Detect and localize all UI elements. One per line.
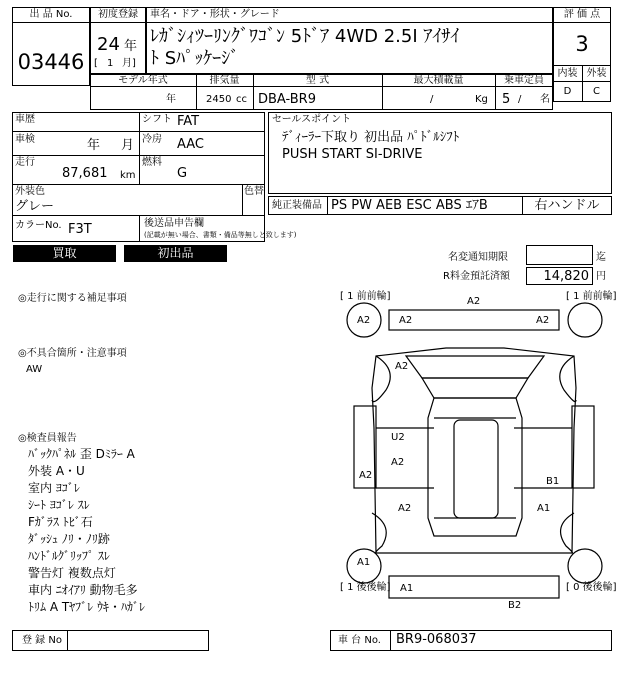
inspector-line: ﾄﾘﾑ A Tﾔﾌﾞﾚ ｳｷ・ﾊｶﾞﾚ: [28, 600, 145, 614]
inspection-month: 月: [121, 138, 135, 153]
driving-remarks-label: ◎走行に関する補足事項: [18, 293, 127, 304]
ac-value: AAC: [177, 137, 204, 152]
fuel-label: 燃料: [142, 157, 162, 168]
mark-left-front-door: A2: [391, 457, 405, 468]
model-year-label: モデル年式: [118, 75, 168, 86]
later-docs-note: (記載が無い場合、書類・備品等無しと致します): [144, 231, 297, 239]
model-value: DBA-BR9: [258, 92, 316, 107]
score-value: 3: [575, 32, 589, 56]
front-right-tire-shape: [568, 303, 602, 337]
inspection-year: 年: [87, 138, 101, 153]
displacement-label: 排気量: [209, 75, 240, 86]
inspection-label: 車検: [15, 134, 35, 145]
inspector-line: ﾊﾞｯｸﾊﾟﾈﾙ 歪 Dﾐﾗｰ A: [28, 447, 135, 461]
sales-points-line1: ﾃﾞｨｰﾗｰ下取り 初出品 ﾊﾟﾄﾞﾙｼﾌﾄ: [282, 130, 460, 145]
recycle-value: 14,820: [543, 269, 589, 284]
ac-label: 冷房: [142, 134, 162, 145]
inspector-line: 車内 ﾆｵｲｱﾘ 動物毛多: [28, 583, 138, 597]
inspector-lines: [28, 446, 145, 616]
windshield-shape: [422, 378, 528, 398]
sales-points-line2: PUSH START SI-DRIVE: [282, 147, 423, 162]
cabin-shape: [454, 420, 498, 518]
registration-year-unit: 年: [124, 39, 138, 54]
equipment-value: PS PW AEB ESC ABS ｴｱB: [331, 198, 488, 213]
diagram-bottom-left-bracket: [ 1 後後輪]: [340, 582, 391, 593]
equipment-label: 純正装備品: [272, 200, 322, 211]
defects-value: AW: [26, 364, 43, 375]
model-label: 型 式: [305, 75, 330, 86]
capacity-unit: 名: [540, 94, 550, 105]
diagram-top-right-bracket: [ 1 前前輪]: [566, 291, 617, 302]
lot-number-label: 出 品 No.: [29, 9, 73, 20]
model-year-unit: 年: [166, 94, 176, 105]
inspector-line: ﾀﾞｯｼｭ ﾉﾘ・ﾉﾘ跡: [28, 532, 110, 546]
name-change-label: 名変通知期限: [448, 252, 508, 263]
car-name-label: 車名・ドア・形状・グレード: [150, 9, 280, 20]
mark-rear-bumper-left: A1: [400, 583, 414, 594]
fuel-value: G: [177, 166, 188, 181]
exterior-grade: C: [593, 86, 600, 97]
left-rear-fender-shape: [372, 513, 386, 553]
mark-right-rear-fender: A1: [537, 503, 551, 514]
mark-front-bumper-left: A2: [399, 315, 413, 326]
name-change-box: [526, 245, 593, 265]
exterior-color-label: 外装色: [15, 186, 45, 197]
registration-month-open: [: [94, 58, 98, 69]
mark-roof: U2: [391, 432, 405, 443]
reg-no-label: 登 録 No: [22, 635, 62, 646]
mark-hood-top: A2: [467, 296, 481, 307]
first-registration-label: 初度登録: [98, 9, 138, 20]
shift-label: シフト: [142, 114, 172, 125]
damage-diagram: [336, 288, 612, 624]
inspector-line: ﾊﾝﾄﾞﾙｸﾞﾘｯﾌﾟ ｽﾚ: [28, 549, 110, 563]
mark-left-rear-door: A2: [398, 503, 412, 514]
chassis-no-label: 車 台 No.: [338, 635, 381, 646]
registration-month: 1: [107, 58, 114, 69]
steering-value: 右ハンドル: [534, 198, 600, 213]
lot-number: 03446: [17, 50, 85, 74]
first-listing-badge: 初出品: [124, 245, 227, 262]
inspector-line: ｼｰﾄ ﾖｺﾞﾚ ｽﾚ: [28, 498, 90, 512]
inspector-line: 警告灯 複数点灯: [28, 566, 116, 580]
capacity-label: 乗車定員: [504, 75, 544, 86]
interior-grade: D: [563, 86, 572, 97]
mileage-unit: km: [120, 170, 136, 181]
shift-value: FAT: [177, 114, 200, 129]
history-label: 車歴: [15, 114, 35, 125]
mark-right-rear-door: B1: [546, 476, 560, 487]
max-load-slash: /: [430, 94, 434, 105]
capacity-value: 5: [502, 92, 511, 107]
mileage-value: 87,681: [62, 166, 108, 181]
defects-label: ◎不具合箇所・注意事項: [18, 348, 127, 359]
buy-badge: 買取: [13, 245, 116, 262]
max-load-unit: Kg: [475, 94, 488, 105]
exterior-color-value: グレー: [15, 199, 55, 214]
name-change-unit: 迄: [596, 252, 606, 263]
exterior-label: 外装: [586, 68, 607, 79]
right-front-fender-shape: [560, 356, 576, 402]
max-load-label: 最大積載量: [413, 75, 464, 86]
rear-right-tire-shape: [568, 549, 602, 583]
right-side-panel-shape: [572, 406, 594, 488]
inspector-label: ◎検査員報告: [18, 433, 77, 444]
mark-left-side: A2: [359, 470, 373, 481]
rear-bumper-shape: [389, 576, 559, 598]
diagram-top-left-bracket: [ 1 前前輪]: [340, 291, 391, 302]
mark-left-front-fender: A2: [395, 361, 409, 372]
car-name-line1: ﾚｶﾞｼｨﾂｰﾘﾝｸﾞﾜｺﾞﾝ 5ﾄﾞｱ 4WD 2.5I ｱｲｻｲ: [150, 26, 460, 47]
inspector-line: 外装 A・U: [28, 464, 85, 478]
car-name-line2: ﾄ Sﾊﾟｯｹｰｼﾞ: [150, 48, 240, 69]
color-no-label: カラーNo.: [15, 220, 62, 231]
sales-points-label: セールスポイント: [272, 114, 352, 125]
capacity-slash: /: [518, 94, 522, 105]
roof-shape: [428, 398, 522, 536]
recycle-label: R料金預託済額: [443, 271, 510, 282]
displacement-unit: cc: [236, 94, 247, 105]
body-outline-shape: [372, 348, 576, 553]
chassis-no-value: BR9-068037: [396, 632, 477, 647]
mark-front-tire-left: A2: [357, 315, 371, 326]
mileage-label: 走行: [15, 157, 35, 168]
score-label: 評 価 点: [563, 9, 601, 20]
displacement-value: 2450: [206, 94, 232, 105]
front-bumper-shape: [389, 310, 559, 330]
hood-shape: [406, 356, 544, 378]
color-no-value: F3T: [68, 222, 92, 237]
interior-label: 内装: [557, 68, 578, 79]
recycle-unit: 円: [596, 271, 606, 282]
inspector-line: 室内 ﾖｺﾞﾚ: [28, 481, 80, 495]
later-docs-label: 後送品申告欄: [144, 218, 204, 229]
mark-rear-tire-left: A1: [357, 557, 371, 568]
mark-front-bumper-right: A2: [536, 315, 550, 326]
color-change-label: 色替: [244, 186, 264, 197]
registration-year: 24: [97, 34, 120, 55]
diagram-bottom-right-bracket: [ 0 後後輪]: [566, 582, 617, 593]
inspector-line: Fｶﾞﾗｽ ﾄﾋﾞ石: [28, 515, 93, 529]
mark-rear-bumper-bottom: B2: [508, 600, 522, 611]
registration-month-unit: 月]: [122, 58, 136, 69]
